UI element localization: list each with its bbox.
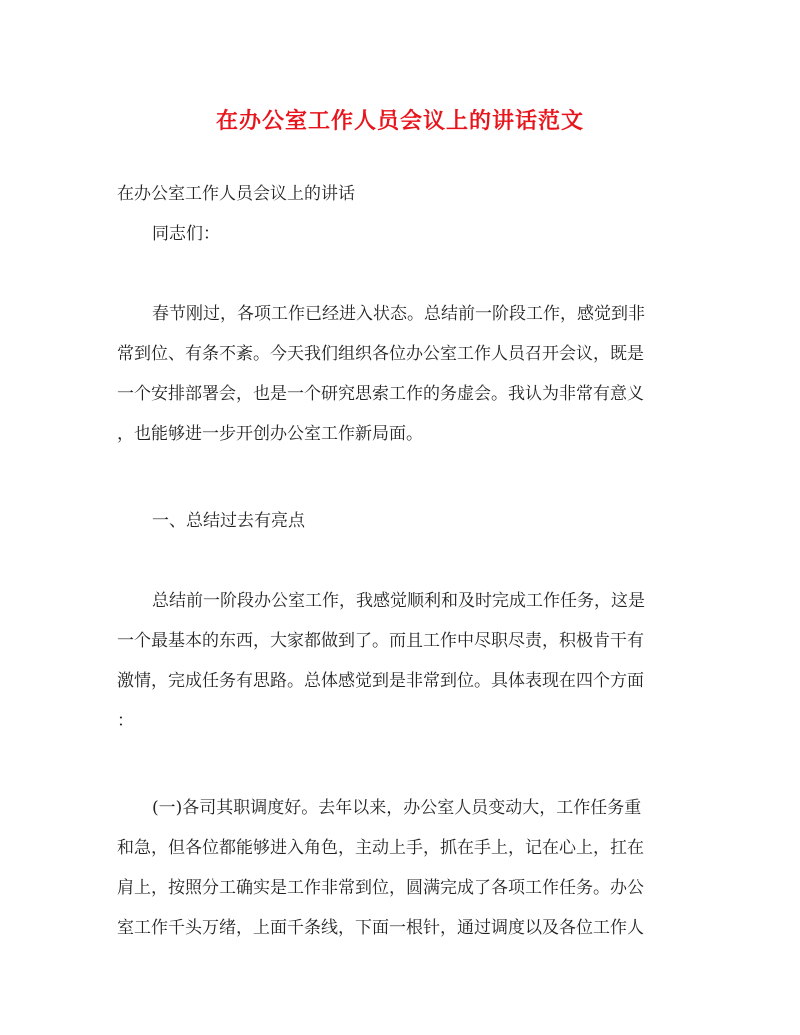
paragraph-line: 一个安排部署会，也是一个研究思索工作的务虚会。我认为非常有意义 — [117, 384, 644, 404]
paragraph-line: 室工作千头万绪，上面千条线，下面一根针，通过调度以及各位工作人 — [117, 918, 644, 938]
paragraph-line: 激情，完成任务有思路。总体感觉到是非常到位。具体表现在四个方面 — [117, 671, 644, 691]
salutation: 同志们： — [152, 224, 220, 244]
paragraph-line: ： — [117, 711, 134, 731]
paragraph-line: 常到位、有条不紊。今天我们组织各位办公室工作人员召开会议，既是 — [117, 344, 644, 364]
paragraph-line: 肩上，按照分工确实是工作非常到位，圆满完成了各项工作任务。办公 — [117, 878, 644, 898]
paragraph-line: ，也能够进一步开创办公室工作新局面。 — [117, 424, 423, 444]
section-heading: 一、总结过去有亮点 — [152, 511, 305, 531]
paragraph-line: 总结前一阶段办公室工作，我感觉顺利和及时完成工作任务，这是 — [152, 591, 645, 611]
document-title: 在办公室工作人员会议上的讲话范文 — [215, 108, 584, 134]
paragraph-line: 一个最基本的东西，大家都做到了。而且工作中尽职尽责，积极肯干有 — [117, 631, 644, 651]
speech-subtitle: 在办公室工作人员会议上的讲话 — [117, 184, 355, 204]
paragraph-line: 和急，但各位都能够进入角色，主动上手，抓在手上，记在心上，扛在 — [117, 838, 644, 858]
paragraph-line: (一)各司其职调度好。去年以来，办公室人员变动大，工作任务重 — [152, 798, 642, 818]
paragraph-line: 春节刚过，各项工作已经进入状态。总结前一阶段工作，感觉到非 — [152, 304, 645, 324]
